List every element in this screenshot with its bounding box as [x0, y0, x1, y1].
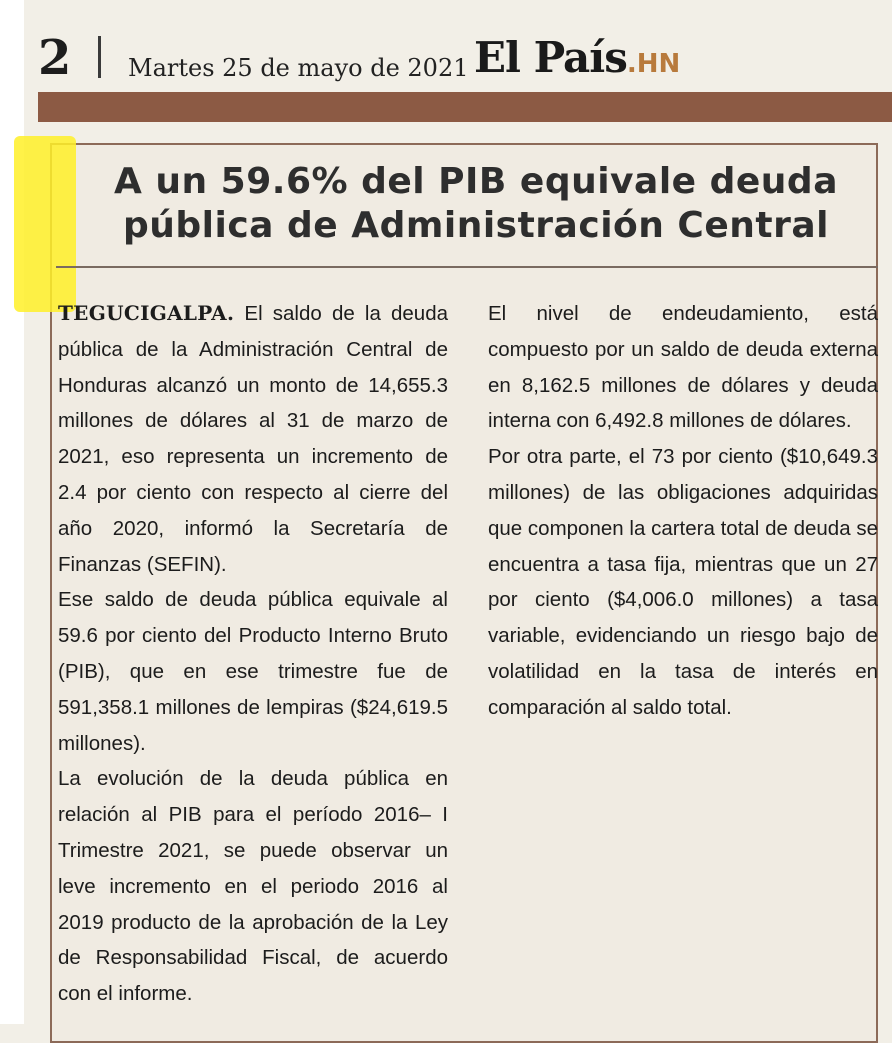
article-headline: A un 59.6% del PIB equivale deuda pública de Administración Central: [113, 161, 838, 246]
masthead: [38, 30, 878, 86]
highlighter-mark: [14, 136, 76, 312]
article-paragraph: El nivel de endeudamiento, está compuesto por un saldo de deuda externa en 8,162.5 millones de dólares y deuda interna con 6,492.8 millones de dólares.: [488, 302, 878, 433]
newspaper-name: El País: [474, 33, 627, 82]
newspaper-domain: .HN: [626, 49, 681, 79]
article-paragraph: [58, 296, 448, 582]
section-color-bar: [38, 92, 892, 122]
newspaper-logo: [474, 34, 680, 88]
paragraph-text: La evolución de la deuda pública en relación al PIB para el período 2016– I Trimestre 2021, se puede observar un leve incremento en el periodo 2016 al 2019 producto de la aprobación de la Ley de Responsabilidad Fiscal, de acuerdo con el informe.: [58, 767, 448, 1006]
article-paragraph: Por otra parte, el 73 por ciento ($10,649.3 millones) de las obligaciones adquiridas que componen la cartera total de deuda se encuentra a tasa fija, mientras que un 27 por ciento ($4,006.0 millones) a tasa variable, evidenciando un riesgo bajo de volatilidad en la tasa de interés en comparación al saldo total.: [488, 445, 878, 719]
paragraph-text: El saldo de la deuda pública de la Administración Central de Honduras alcanzó un monto de 14,655.3 millones de dólares al 31 de marzo de 2021, eso representa un incremento de 2.4 por ciento con respecto al cierre del año 2020, informó la Secretaría de Finanzas (SEFIN).: [58, 302, 448, 576]
page-number: 2: [38, 30, 72, 86]
article-column-left: [58, 296, 448, 1012]
article-dateline: TEGUCIGALPA.: [58, 301, 235, 325]
article-column-right: [488, 296, 878, 726]
article-paragraph: [58, 761, 448, 1012]
issue-date: Martes 25 de mayo de 2021: [128, 54, 469, 82]
article-paragraph: Ese saldo de deuda pública equivale al 59.6 por ciento del Producto Interno Bruto (PIB), que en ese trimestre fue de 591,358.1 millones de lempiras ($24,619.5 millones).: [58, 588, 448, 755]
headline-divider: [56, 266, 878, 268]
masthead-separator: [98, 36, 101, 78]
